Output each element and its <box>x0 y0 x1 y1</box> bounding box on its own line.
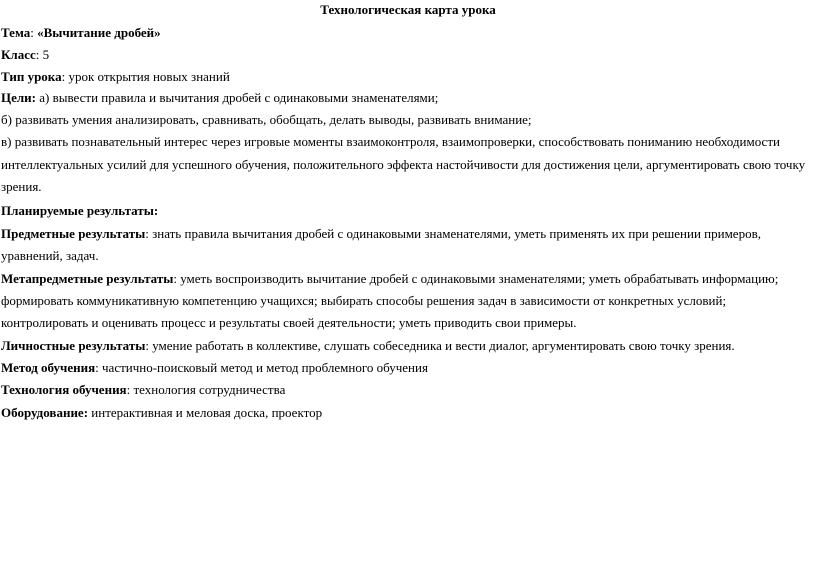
personal-results-line <box>1 338 735 354</box>
topic-sep: : <box>30 25 38 40</box>
personal-results-text: : умение работать в коллективе, слушать собеседника и вести диалог, аргументировать свою точку зрения. <box>145 338 735 353</box>
personal-results-label: Личностные результаты <box>1 338 146 353</box>
subject-results-text: : знать правила вычитания дробей с одинаковыми знаменателями, уметь применять их при решении примеров, <box>145 226 761 241</box>
lesson-type-line <box>1 69 230 85</box>
grade-label: Класс <box>1 47 36 62</box>
grade-sep: : <box>35 47 43 62</box>
goals-label: Цели: <box>1 90 36 105</box>
method-text: : частично-поисковый метод и метод проблемного обучения <box>95 360 428 375</box>
equipment-label: Оборудование: <box>1 405 89 420</box>
subject-results-label: Предметные результаты <box>1 226 146 241</box>
document-title: Технологическая карта урока <box>320 2 496 17</box>
method-line <box>1 360 428 376</box>
meta-results-text: : уметь воспроизводить вычитание дробей с одинаковыми знаменателями; уметь обрабатывать информацию; <box>173 271 779 286</box>
technology-line <box>1 382 285 398</box>
meta-results-line1 <box>1 271 778 287</box>
topic-value: «Вычитание дробей» <box>37 25 161 40</box>
meta-results-line3: контролировать и оценивать процесс и результаты своей деятельности; уметь приводить свои примеры. <box>1 315 577 330</box>
equipment-line <box>1 405 322 421</box>
topic-line <box>1 25 161 41</box>
grade-value: 5 <box>42 47 50 62</box>
goals-line-c2: интеллектуальных усилий для успешного обучения, положительного эффекта настойчивости для достижения цели, аргументировать свою точку <box>1 157 806 172</box>
goals-line-c3: зрения. <box>1 179 42 194</box>
equipment-text: интерактивная и меловая доска, проектор <box>88 405 323 420</box>
goals-line-b: б) развивать умения анализировать, сравнивать, обобщать, делать выводы, развивать внимание; <box>1 112 532 127</box>
subject-results-line2: уравнений, задач. <box>1 248 99 263</box>
meta-results-line2: формировать коммуникативную компетенцию учащихся; выбирать способы решения задач в зависимости от конкретных условий; <box>1 293 727 308</box>
meta-results-label: Метапредметные результаты <box>1 271 174 286</box>
goals-a-text: а) вывести правила и вычитания дробей с одинаковыми знаменателями; <box>36 90 439 105</box>
technology-label: Технология обучения <box>1 382 127 397</box>
lesson-type-value: урок открытия новых знаний <box>68 69 230 84</box>
subject-results-line1 <box>1 226 761 242</box>
planned-results-heading: Планируемые результаты: <box>1 203 159 218</box>
goals-line-c1: в) развивать познавательный интерес через игровые моменты взаимоконтроля, взаимопроверки, способствовать пониманию необходимости <box>1 134 780 149</box>
method-label: Метод обучения <box>1 360 96 375</box>
grade-line <box>1 47 49 63</box>
technology-text: : технология сотрудничества <box>126 382 286 397</box>
topic-label: Тема <box>1 25 31 40</box>
lesson-type-sep: : <box>61 69 69 84</box>
goals-line-a <box>1 90 438 106</box>
lesson-type-label: Тип урока <box>1 69 62 84</box>
